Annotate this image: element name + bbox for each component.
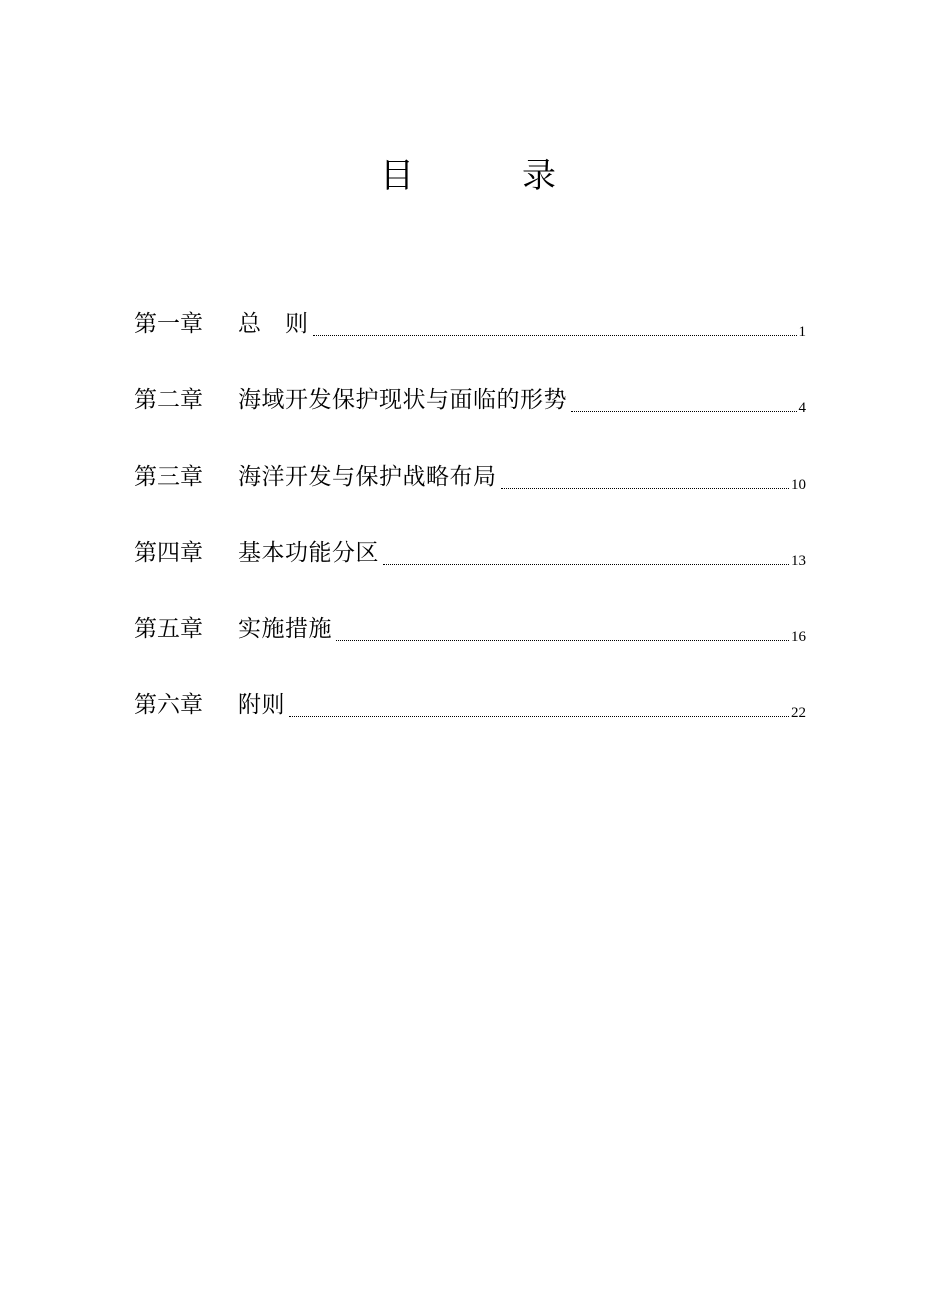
toc-entry-1[interactable] — [134, 300, 806, 344]
toc-page-number: 22 — [791, 705, 806, 721]
toc-entry-5[interactable] — [134, 605, 806, 649]
page-title — [0, 150, 950, 202]
toc-heading: 附则 — [238, 692, 285, 718]
toc-page-number: 1 — [798, 324, 806, 340]
toc-heading: 基本功能分区 — [238, 540, 379, 566]
toc-chapter-label: 第三章 — [134, 464, 203, 490]
title-char-1: 目 — [380, 156, 414, 196]
toc-page-number: 13 — [791, 553, 806, 569]
toc-chapter-label: 第四章 — [134, 540, 203, 566]
toc-dot-leader — [501, 488, 790, 489]
toc-heading: 总 则 — [238, 311, 309, 337]
toc-dot-leader — [571, 411, 797, 412]
toc-chapter-label: 第二章 — [134, 387, 203, 413]
toc-heading: 海域开发保护现状与面临的形势 — [238, 387, 567, 413]
toc-dot-leader — [313, 335, 797, 336]
toc-entry-2[interactable] — [134, 376, 806, 420]
toc-page-number: 4 — [798, 400, 806, 416]
toc-page-number: 10 — [791, 477, 806, 493]
toc-entry-3[interactable] — [134, 453, 806, 497]
toc-dot-leader — [289, 716, 789, 717]
toc-page-number: 16 — [791, 629, 806, 645]
toc-entry-6[interactable] — [134, 681, 806, 725]
toc-dot-leader — [383, 564, 789, 565]
toc-chapter-label: 第六章 — [134, 692, 203, 718]
toc-chapter-label: 第五章 — [134, 616, 203, 642]
toc-chapter-label: 第一章 — [134, 311, 203, 337]
toc-dot-leader — [336, 640, 789, 641]
toc-heading: 实施措施 — [238, 616, 332, 642]
toc-entry-4[interactable] — [134, 529, 806, 573]
toc-heading: 海洋开发与保护战略布局 — [238, 464, 497, 490]
title-char-2: 录 — [522, 156, 556, 196]
